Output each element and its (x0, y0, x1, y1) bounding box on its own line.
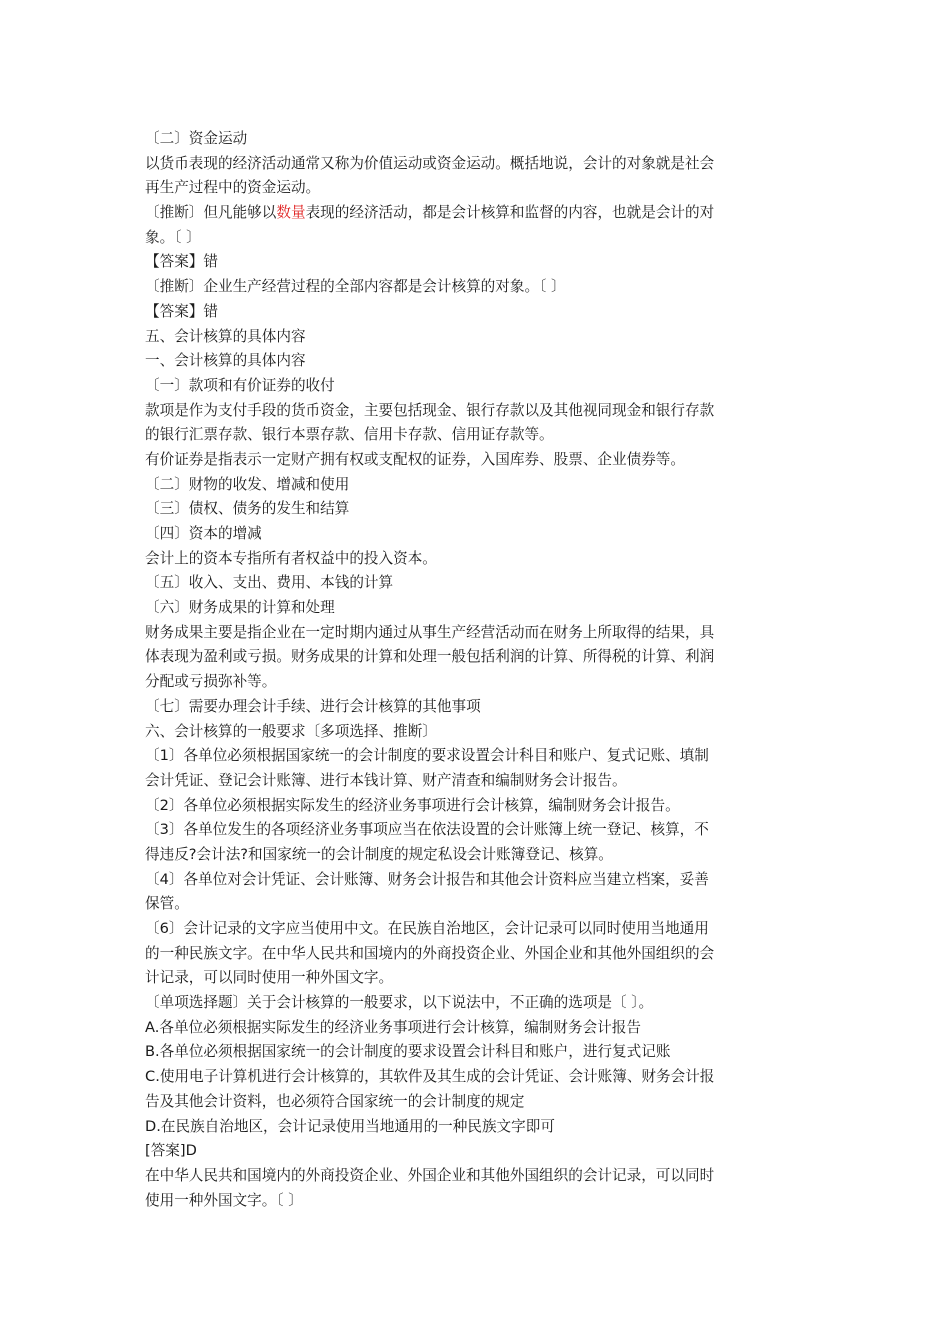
paragraph-line: 会计上的资本专指所有者权益中的投入资本。 (145, 549, 437, 567)
document-body (145, 127, 810, 1213)
paragraph-line: 体表现为盈利或亏损。财务成果的计算和处理一般包括利润的计算、所得税的计算、利润 (145, 648, 715, 666)
judgement-question-line (145, 201, 810, 226)
option-c: C.使用电子计算机进行会计核算的，其软件及其生成的会计凭证、会计账簿、财务会计报 (145, 1068, 715, 1086)
paragraph-line: 的银行汇票存款、银行本票存款、信用卡存款、信用证存款等。 (145, 426, 554, 444)
paragraph-line: 财务成果主要是指企业在一定时期内通过从事生产经营活动而在财务上所取得的结果，具 (145, 623, 715, 641)
paragraph-line: 的一种民族文字。在中华人民共和国境内的外商投资企业、外国企业和其他外国组织的会 (145, 944, 715, 962)
answer-line: 【答案】错 (145, 302, 218, 320)
paragraph-line: 得违反?会计法?和国家统一的会计制度的规定私设会计账簿登记、核算。 (145, 845, 613, 863)
judgement-question-line: 〔推断〕企业生产经营过程的全部内容都是会计核算的对象。〔 〕 (145, 278, 566, 296)
section-heading: 五、会计核算的具体内容 (145, 327, 306, 345)
subsection-heading: 〔五〕收入、支出、费用、本钱的计算 (145, 574, 394, 592)
paragraph-line: 款项是作为支付手段的货币资金，主要包括现金、银行存款以及其他视同现金和银行存款 (145, 401, 715, 419)
option-b: B.各单位必须根据国家统一的会计制度的要求设置会计科目和账户，进行复式记账 (145, 1043, 671, 1061)
choice-question: 〔单项选择题〕关于会计核算的一般要求，以下说法中，不正确的选项是〔 〕。 (145, 994, 654, 1012)
question-text: 表现的经济活动，都是会计核算和监督的内容，也就是会计的对 (305, 204, 715, 222)
paragraph-line: 计记录，可以同时使用一种外国文字。 (145, 969, 394, 987)
option-d: D.在民族自治地区，会计记录使用当地通用的一种民族文字即可 (145, 1117, 555, 1135)
answer-line: 【答案】错 (145, 253, 218, 271)
requirement-item: 〔4〕各单位对会计凭证、会计账簿、财务会计报告和其他会计资料应当建立档案，妥善 (145, 870, 709, 888)
subsection-heading: 〔一〕款项和有价证券的收付 (145, 376, 335, 394)
question-text: 〔推断〕但凡能够以 (145, 204, 277, 222)
section-heading: 〔二〕资金运动 (145, 130, 248, 147)
subsection-heading: 〔七〕需要办理会计手续、进行会计核算的其他事项 (145, 697, 481, 715)
paragraph-line: 告及其他会计资料，也必须符合国家统一的会计制度的规定 (145, 1092, 525, 1110)
paragraph-line: 分配或亏损弥补等。 (145, 673, 277, 691)
subsection-heading: 〔三〕债权、债务的发生和结算 (145, 500, 350, 518)
section-heading: 一、会计核算的具体内容 (145, 352, 306, 370)
requirement-item: 〔1〕各单位必须根据国家统一的会计制度的要求设置会计科目和账户、复式记账、填制 (145, 747, 709, 765)
option-a: A.各单位必须根据实际发生的经济业务事项进行会计核算，编制财务会计报告 (145, 1018, 641, 1036)
requirement-item: 〔6〕会计记录的文字应当使用中文。在民族自治地区，会计记录可以同时使用当地通用 (145, 920, 709, 937)
highlighted-keyword: 数量 (276, 204, 306, 222)
paragraph-line: 会计凭证、登记会计账簿、进行本钱计算、财产清查和编制财务会计报告。 (145, 771, 627, 789)
paragraph-line: 以货币表现的经济活动通常又称为价值运动或资金运动。概括地说，会计的对象就是社会 (145, 154, 715, 172)
subsection-heading: 〔二〕财物的收发、增减和使用 (145, 475, 350, 493)
paragraph-line: 使用一种外国文字。〔 〕 (145, 1191, 303, 1209)
paragraph-line: 保管。 (145, 895, 189, 913)
answer-line: [答案]D (145, 1142, 197, 1160)
subsection-heading: 〔六〕财务成果的计算和处理 (145, 599, 335, 617)
requirement-item: 〔3〕各单位发生的各项经济业务事项应当在依法设置的会计账簿上统一登记、核算，不 (145, 821, 709, 839)
paragraph-line: 再生产过程中的资金运动。 (145, 179, 321, 197)
requirement-item: 〔2〕各单位必须根据实际发生的经济业务事项进行会计核算，编制财务会计报告。 (145, 796, 680, 814)
subsection-heading: 〔四〕资本的增减 (145, 525, 262, 542)
section-heading: 六、会计核算的一般要求〔多项选择、推断〕 (145, 722, 437, 740)
paragraph-line: 有价证券是指表示一定财产拥有权或支配权的证券，入国库券、股票、企业债券等。 (145, 450, 685, 468)
paragraph-line: 在中华人民共和国境内的外商投资企业、外国企业和其他外国组织的会计记录，可以同时 (145, 1166, 715, 1184)
paragraph-line: 象。〔 〕 (145, 228, 201, 246)
